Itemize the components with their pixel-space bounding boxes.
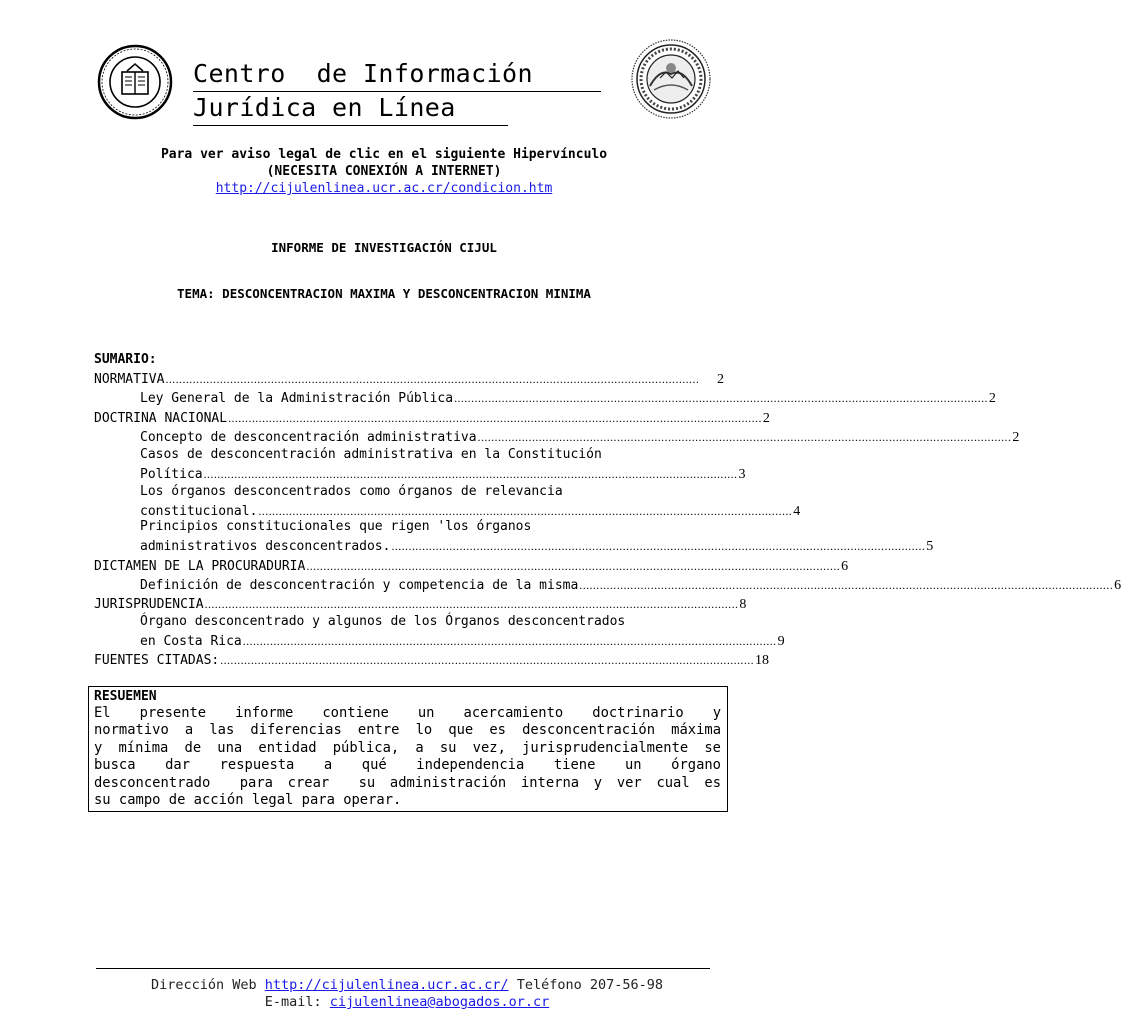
toc-page-number: 9 xyxy=(777,634,785,649)
summary-line: desconcentrado para crear su administración interna y ver cual es xyxy=(94,774,721,791)
toc-entry[interactable] xyxy=(140,632,785,650)
toc-entry[interactable] xyxy=(140,428,1020,446)
summary-line: normativo a las diferencias entre lo que es desconcentración máxima xyxy=(94,722,721,739)
toc-page-number: 2 xyxy=(717,372,724,387)
legal-notice xyxy=(96,146,672,197)
summary-title: RESUEMEN xyxy=(94,689,157,704)
toc-leader: ............................................................................................................................................................. xyxy=(203,467,738,481)
footer-divider xyxy=(96,968,710,969)
footer-web-link[interactable]: http://cijulenlinea.ucr.ac.cr/ xyxy=(264,977,509,993)
summary-box xyxy=(88,686,728,812)
legal-notice-line1: Para ver aviso legal de clic en el siguiente Hipervínculo xyxy=(160,147,608,162)
toc-entry-text: Ley General de la Administración Pública xyxy=(140,391,454,406)
legal-notice-link[interactable]: http://cijulenlinea.ucr.ac.cr/condicion.htm xyxy=(215,181,553,196)
toc-entry-text: FUENTES CITADAS: xyxy=(94,653,220,668)
toc-entry-text: JURISPRUDENCIA xyxy=(94,597,204,612)
summary-line: su campo de acción legal para operar. xyxy=(94,792,402,809)
footer xyxy=(96,977,718,1011)
toc-entry-text-line1: Principios constitucionales que rigen 'los órganos xyxy=(140,519,532,534)
toc-entry-text: administrativos desconcentrados. xyxy=(140,539,391,554)
toc-entry[interactable] xyxy=(94,557,849,575)
toc-page-number: 4 xyxy=(793,504,801,519)
toc-entry-text: NORMATIVA xyxy=(94,372,165,387)
toc-entry[interactable] xyxy=(140,576,1121,594)
toc-entry[interactable] xyxy=(140,465,746,483)
toc-entry[interactable] xyxy=(94,409,770,427)
toc-page-number: 18 xyxy=(755,653,770,668)
toc-leader: ............................................................................................................................................................. xyxy=(220,653,755,667)
toc-leader: ............................................................................................................................................................. xyxy=(477,430,1012,444)
toc-entry-text: DOCTRINA NACIONAL xyxy=(94,411,228,426)
toc-entry[interactable] xyxy=(94,595,747,613)
toc-leader: ............................................................................................................................................................. xyxy=(204,597,739,611)
toc-heading: SUMARIO: xyxy=(94,352,157,367)
toc-leader: ............................................................................................................................................................. xyxy=(306,559,841,573)
site-title-line1: Centro de Información xyxy=(193,58,601,92)
toc-entry[interactable] xyxy=(94,370,724,388)
toc-entry-text: Política xyxy=(140,467,203,482)
footer-email-link[interactable]: cijulenlinea@abogados.or.cr xyxy=(329,994,550,1010)
ucr-seal-logo xyxy=(630,38,712,120)
site-title xyxy=(193,58,608,126)
toc-entry-text-line1: Órgano desconcentrado y algunos de los Órganos desconcentrados xyxy=(140,614,626,629)
toc-leader: ............................................................................................................................................................. xyxy=(242,634,777,648)
footer-web-label: Dirección Web xyxy=(150,977,257,993)
toc-leader: ............................................................................................................................................................. xyxy=(454,391,988,405)
toc-entry-text: Concepto de desconcentración administrativa xyxy=(140,430,477,445)
toc-entry[interactable] xyxy=(140,537,934,555)
summary-line: busca dar respuesta a qué independencia tiene un órgano xyxy=(94,757,721,774)
toc-entry-text: DICTAMEN DE LA PROCURADURIA xyxy=(94,559,306,574)
legal-notice-line2: (NECESITA CONEXIÓN A INTERNET) xyxy=(266,164,502,179)
toc-page-number: 6 xyxy=(841,559,849,574)
report-topic: TEMA: DESCONCENTRACION MAXIMA Y DESCONCENTRACION MINIMA xyxy=(177,286,591,301)
toc-entry-text: constitucional. xyxy=(140,504,258,519)
summary-line: y mínima de una entidad pública, a su vez, jurisprudencialmente se xyxy=(94,739,721,756)
footer-email-label: E-mail: xyxy=(264,994,322,1010)
footer-phone: Teléfono 207-56-98 xyxy=(516,977,664,993)
toc-page-number: 2 xyxy=(762,411,770,426)
toc-entry-text-line1: Los órganos desconcentrados como órganos de relevancia xyxy=(140,484,563,499)
toc-page-number: 6 xyxy=(1114,578,1121,593)
toc-entry[interactable] xyxy=(140,389,996,407)
toc-page-number: 8 xyxy=(739,597,747,612)
toc-leader: ............................................................................................................................................................. xyxy=(258,504,793,518)
toc-page-number: 5 xyxy=(926,539,934,554)
toc-entry[interactable] xyxy=(94,651,770,669)
toc-leader: ............................................................................................................................................................. xyxy=(579,578,1114,592)
colegio-abogados-seal-logo xyxy=(97,44,173,120)
toc-page-number: 2 xyxy=(1012,430,1020,445)
toc-page-number: 2 xyxy=(988,391,996,406)
site-title-line2: Jurídica en Línea xyxy=(193,92,508,126)
summary-line: El presente informe contiene un acercamiento doctrinario y xyxy=(94,705,721,721)
toc-entry-text: en Costa Rica xyxy=(140,634,242,649)
toc-leader: ............................................................................................................................................................. xyxy=(391,539,926,553)
toc-page-number: 3 xyxy=(738,467,746,482)
toc-entry-text-line1: Casos de desconcentración administrativa en la Constitución xyxy=(140,447,602,462)
toc-entry-text: Definición de desconcentración y competencia de la misma xyxy=(140,578,579,593)
report-title: INFORME DE INVESTIGACIÓN CIJUL xyxy=(271,240,497,255)
toc-leader: ............................................................................................................................................................. xyxy=(228,411,762,425)
toc-leader: ............................................................................................................................................................. xyxy=(165,372,700,386)
